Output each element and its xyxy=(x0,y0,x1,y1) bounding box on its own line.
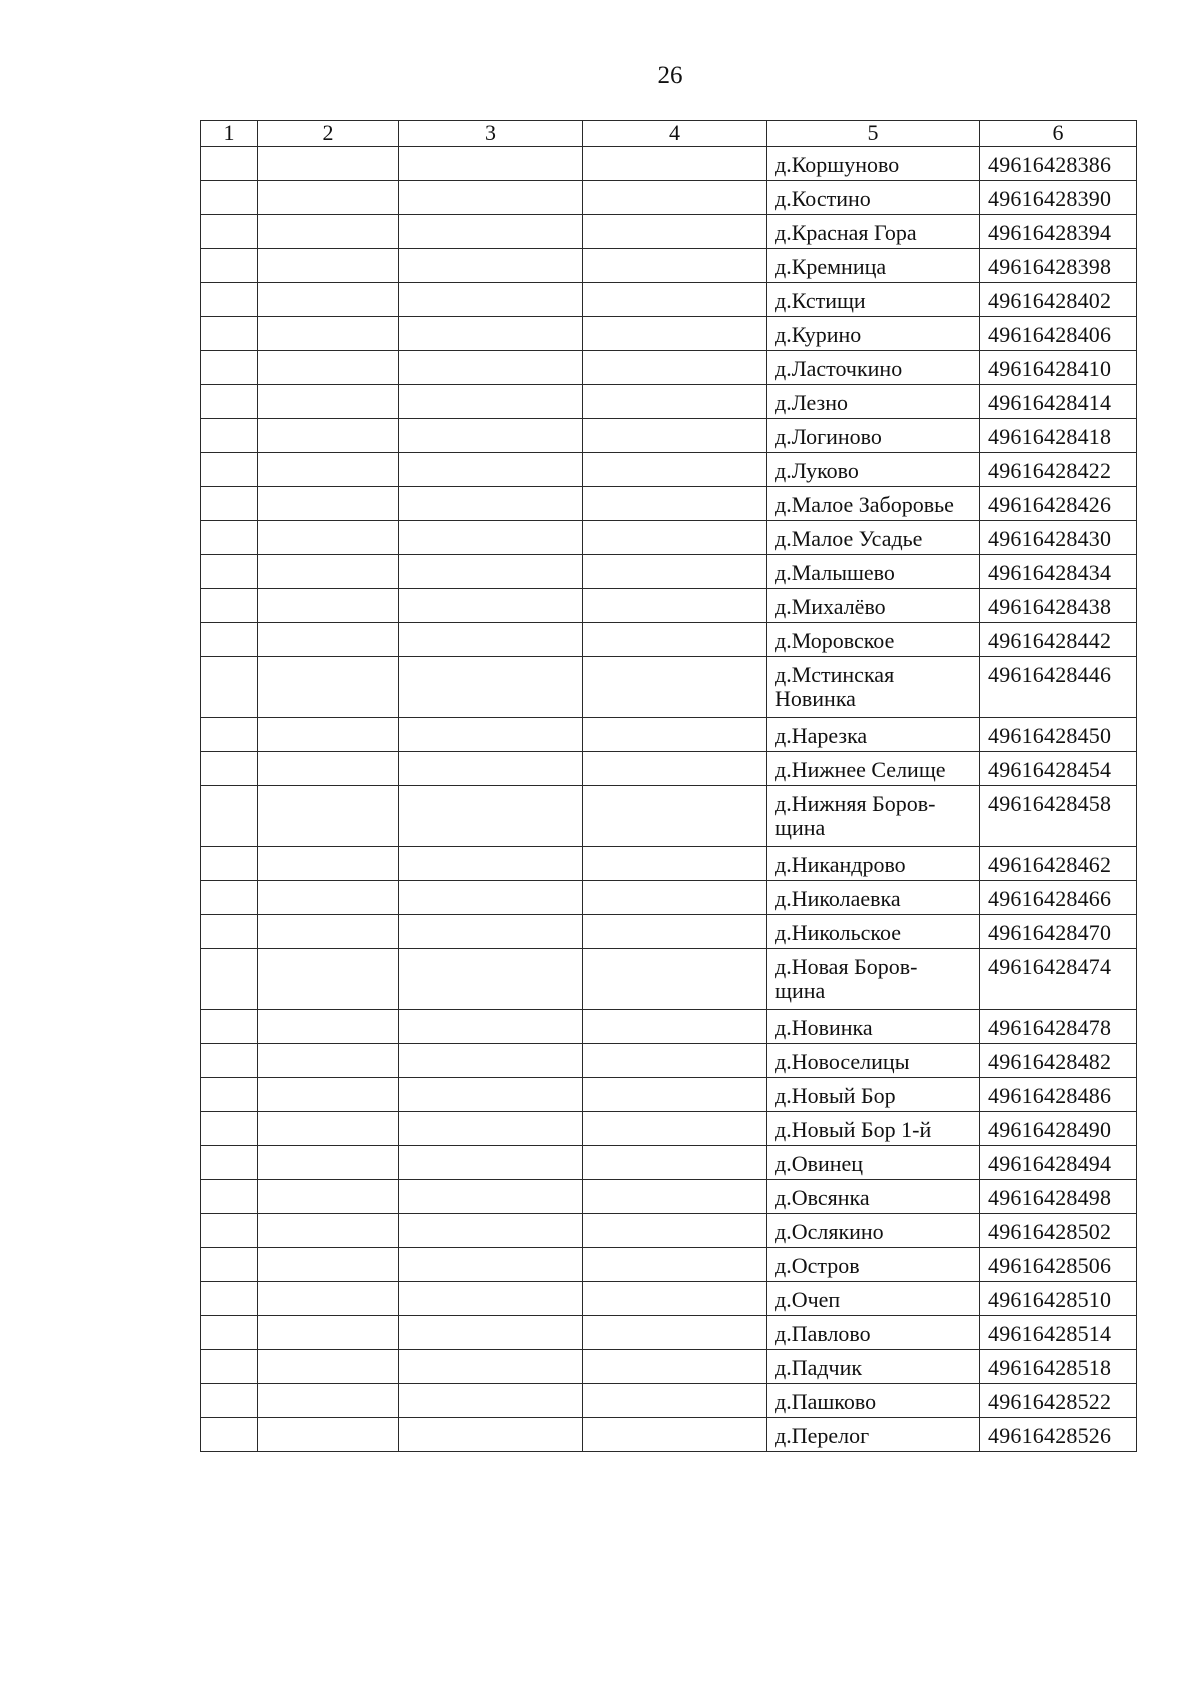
table-row xyxy=(201,1316,1137,1350)
empty-cell-col-1 xyxy=(201,419,258,453)
settlement-name-cell: д.Малое Усадье xyxy=(767,521,980,555)
settlement-name-cell xyxy=(767,786,980,847)
settlement-name-cell: д.Логиново xyxy=(767,419,980,453)
empty-cell-col-1 xyxy=(201,1112,258,1146)
settlement-name-cell: д.Кремница xyxy=(767,249,980,283)
settlement-code-cell: 49616428514 xyxy=(980,1316,1137,1350)
table-header-row xyxy=(201,121,1137,147)
empty-cell-col-2 xyxy=(258,657,399,718)
empty-cell-col-2 xyxy=(258,915,399,949)
empty-cell-col-4 xyxy=(583,521,767,555)
empty-cell-col-4 xyxy=(583,1282,767,1316)
empty-cell-col-3 xyxy=(399,1146,583,1180)
empty-cell-col-4 xyxy=(583,317,767,351)
settlement-name-cell: д.Перелог xyxy=(767,1418,980,1452)
empty-cell-col-2 xyxy=(258,147,399,181)
empty-cell-col-2 xyxy=(258,1044,399,1078)
empty-cell-col-1 xyxy=(201,1384,258,1418)
empty-cell-col-1 xyxy=(201,181,258,215)
settlement-code-cell: 49616428450 xyxy=(980,718,1137,752)
empty-cell-col-2 xyxy=(258,1316,399,1350)
empty-cell-col-3 xyxy=(399,1044,583,1078)
empty-cell-col-2 xyxy=(258,1248,399,1282)
settlement-name-cell: д.Курино xyxy=(767,317,980,351)
empty-cell-col-1 xyxy=(201,1180,258,1214)
empty-cell-col-4 xyxy=(583,1044,767,1078)
empty-cell-col-1 xyxy=(201,1418,258,1452)
empty-cell-col-3 xyxy=(399,1384,583,1418)
empty-cell-col-1 xyxy=(201,555,258,589)
empty-cell-col-2 xyxy=(258,181,399,215)
settlement-name-cell: д.Моровское xyxy=(767,623,980,657)
empty-cell-col-1 xyxy=(201,589,258,623)
empty-cell-col-2 xyxy=(258,1384,399,1418)
empty-cell-col-4 xyxy=(583,786,767,847)
empty-cell-col-3 xyxy=(399,487,583,521)
empty-cell-col-4 xyxy=(583,657,767,718)
empty-cell-col-1 xyxy=(201,1214,258,1248)
empty-cell-col-2 xyxy=(258,1146,399,1180)
settlement-name-cell: д.Нарезка xyxy=(767,718,980,752)
empty-cell-col-1 xyxy=(201,1350,258,1384)
empty-cell-col-3 xyxy=(399,453,583,487)
table-row xyxy=(201,752,1137,786)
table-row xyxy=(201,283,1137,317)
settlement-name-cell: д.Лезно xyxy=(767,385,980,419)
table-row xyxy=(201,487,1137,521)
empty-cell-col-4 xyxy=(583,215,767,249)
empty-cell-col-3 xyxy=(399,847,583,881)
empty-cell-col-2 xyxy=(258,1214,399,1248)
table-row xyxy=(201,317,1137,351)
empty-cell-col-2 xyxy=(258,215,399,249)
settlement-code-cell: 49616428406 xyxy=(980,317,1137,351)
empty-cell-col-3 xyxy=(399,1316,583,1350)
empty-cell-col-3 xyxy=(399,786,583,847)
settlement-name-cell: д.Луково xyxy=(767,453,980,487)
settlement-code-cell: 49616428410 xyxy=(980,351,1137,385)
settlement-name-cell: д.Никандрово xyxy=(767,847,980,881)
settlement-name-cell: д.Очеп xyxy=(767,1282,980,1316)
column-header-3: 3 xyxy=(399,121,583,147)
settlement-name-line: д.Нижняя Боров- xyxy=(775,791,936,816)
empty-cell-col-2 xyxy=(258,385,399,419)
empty-cell-col-1 xyxy=(201,1146,258,1180)
empty-cell-col-2 xyxy=(258,847,399,881)
settlement-code-cell: 49616428386 xyxy=(980,147,1137,181)
empty-cell-col-3 xyxy=(399,385,583,419)
settlement-name-cell: д.Малышево xyxy=(767,555,980,589)
empty-cell-col-4 xyxy=(583,1078,767,1112)
empty-cell-col-2 xyxy=(258,623,399,657)
empty-cell-col-3 xyxy=(399,881,583,915)
settlement-code-cell: 49616428402 xyxy=(980,283,1137,317)
empty-cell-col-1 xyxy=(201,487,258,521)
table-row xyxy=(201,521,1137,555)
table-row xyxy=(201,623,1137,657)
empty-cell-col-1 xyxy=(201,249,258,283)
empty-cell-col-3 xyxy=(399,1418,583,1452)
settlement-name-cell: д.Нижнее Селище xyxy=(767,752,980,786)
empty-cell-col-3 xyxy=(399,215,583,249)
column-header-4: 4 xyxy=(583,121,767,147)
table-body xyxy=(201,147,1137,1452)
settlement-code-cell: 49616428498 xyxy=(980,1180,1137,1214)
empty-cell-col-4 xyxy=(583,385,767,419)
settlement-name-cell: д.Никольское xyxy=(767,915,980,949)
empty-cell-col-2 xyxy=(258,1078,399,1112)
empty-cell-col-4 xyxy=(583,1384,767,1418)
empty-cell-col-4 xyxy=(583,589,767,623)
empty-cell-col-1 xyxy=(201,752,258,786)
settlement-name-cell: д.Красная Гора xyxy=(767,215,980,249)
table-row xyxy=(201,657,1137,718)
settlement-name-cell: д.Новоселицы xyxy=(767,1044,980,1078)
empty-cell-col-4 xyxy=(583,1010,767,1044)
empty-cell-col-1 xyxy=(201,786,258,847)
settlement-code-cell: 49616428470 xyxy=(980,915,1137,949)
empty-cell-col-1 xyxy=(201,351,258,385)
empty-cell-col-1 xyxy=(201,1316,258,1350)
empty-cell-col-3 xyxy=(399,1248,583,1282)
table-row xyxy=(201,1078,1137,1112)
empty-cell-col-1 xyxy=(201,657,258,718)
table-row xyxy=(201,181,1137,215)
empty-cell-col-3 xyxy=(399,317,583,351)
empty-cell-col-2 xyxy=(258,453,399,487)
settlement-name-cell: д.Коршуново xyxy=(767,147,980,181)
settlement-code-cell: 49616428458 xyxy=(980,786,1137,847)
settlement-code-cell: 49616428462 xyxy=(980,847,1137,881)
empty-cell-col-2 xyxy=(258,1112,399,1146)
settlement-name-cell: д.Новинка xyxy=(767,1010,980,1044)
settlement-name-cell: д.Новый Бор 1-й xyxy=(767,1112,980,1146)
empty-cell-col-4 xyxy=(583,847,767,881)
table-row xyxy=(201,1180,1137,1214)
empty-cell-col-4 xyxy=(583,881,767,915)
empty-cell-col-3 xyxy=(399,419,583,453)
empty-cell-col-1 xyxy=(201,521,258,555)
column-header-2: 2 xyxy=(258,121,399,147)
empty-cell-col-4 xyxy=(583,1350,767,1384)
empty-cell-col-2 xyxy=(258,419,399,453)
empty-cell-col-3 xyxy=(399,949,583,1010)
empty-cell-col-4 xyxy=(583,1316,767,1350)
empty-cell-col-2 xyxy=(258,881,399,915)
settlement-code-cell: 49616428438 xyxy=(980,589,1137,623)
empty-cell-col-1 xyxy=(201,215,258,249)
empty-cell-col-2 xyxy=(258,317,399,351)
empty-cell-col-1 xyxy=(201,1078,258,1112)
empty-cell-col-3 xyxy=(399,752,583,786)
settlement-code-cell: 49616428502 xyxy=(980,1214,1137,1248)
empty-cell-col-1 xyxy=(201,881,258,915)
column-header-1: 1 xyxy=(201,121,258,147)
settlement-code-cell: 49616428390 xyxy=(980,181,1137,215)
empty-cell-col-4 xyxy=(583,1418,767,1452)
settlement-code-cell: 49616428446 xyxy=(980,657,1137,718)
settlement-code-cell: 49616428426 xyxy=(980,487,1137,521)
empty-cell-col-1 xyxy=(201,385,258,419)
settlement-code-cell: 49616428474 xyxy=(980,949,1137,1010)
settlement-name-cell: д.Михалёво xyxy=(767,589,980,623)
table-row xyxy=(201,351,1137,385)
table-row xyxy=(201,718,1137,752)
empty-cell-col-2 xyxy=(258,351,399,385)
empty-cell-col-4 xyxy=(583,623,767,657)
table-row xyxy=(201,1350,1137,1384)
empty-cell-col-1 xyxy=(201,453,258,487)
empty-cell-col-4 xyxy=(583,419,767,453)
settlement-code-cell: 49616428490 xyxy=(980,1112,1137,1146)
empty-cell-col-3 xyxy=(399,147,583,181)
settlement-code-cell: 49616428394 xyxy=(980,215,1137,249)
empty-cell-col-4 xyxy=(583,1112,767,1146)
empty-cell-col-4 xyxy=(583,351,767,385)
table-row xyxy=(201,385,1137,419)
table-row xyxy=(201,249,1137,283)
empty-cell-col-1 xyxy=(201,623,258,657)
empty-cell-col-4 xyxy=(583,915,767,949)
empty-cell-col-1 xyxy=(201,949,258,1010)
empty-cell-col-4 xyxy=(583,752,767,786)
table-row xyxy=(201,1146,1137,1180)
empty-cell-col-4 xyxy=(583,487,767,521)
table-row xyxy=(201,915,1137,949)
settlement-code-table xyxy=(200,120,1137,1452)
table-row xyxy=(201,847,1137,881)
settlement-name-line: д.Новая Боров- xyxy=(775,954,918,979)
table-row xyxy=(201,1418,1137,1452)
table-row xyxy=(201,555,1137,589)
table-row xyxy=(201,589,1137,623)
settlement-code-cell: 49616428494 xyxy=(980,1146,1137,1180)
empty-cell-col-1 xyxy=(201,283,258,317)
settlement-name-cell: д.Костино xyxy=(767,181,980,215)
settlement-name-line: д.Мстинская xyxy=(775,662,895,687)
settlement-code-cell: 49616428486 xyxy=(980,1078,1137,1112)
empty-cell-col-3 xyxy=(399,1350,583,1384)
empty-cell-col-3 xyxy=(399,249,583,283)
table-row xyxy=(201,419,1137,453)
empty-cell-col-3 xyxy=(399,1214,583,1248)
settlement-name-cell: д.Ослякино xyxy=(767,1214,980,1248)
empty-cell-col-3 xyxy=(399,555,583,589)
table-row xyxy=(201,1044,1137,1078)
table-row xyxy=(201,949,1137,1010)
empty-cell-col-4 xyxy=(583,181,767,215)
settlement-code-cell: 49616428398 xyxy=(980,249,1137,283)
table-row xyxy=(201,1112,1137,1146)
empty-cell-col-3 xyxy=(399,1078,583,1112)
settlement-name-cell: д.Николаевка xyxy=(767,881,980,915)
empty-cell-col-4 xyxy=(583,1180,767,1214)
empty-cell-col-2 xyxy=(258,1180,399,1214)
empty-cell-col-2 xyxy=(258,589,399,623)
empty-cell-col-3 xyxy=(399,623,583,657)
empty-cell-col-2 xyxy=(258,555,399,589)
empty-cell-col-2 xyxy=(258,1010,399,1044)
page-number: 26 xyxy=(657,62,683,89)
empty-cell-col-3 xyxy=(399,915,583,949)
settlement-name-cell xyxy=(767,949,980,1010)
empty-cell-col-4 xyxy=(583,1248,767,1282)
empty-cell-col-1 xyxy=(201,847,258,881)
column-header-6: 6 xyxy=(980,121,1137,147)
empty-cell-col-3 xyxy=(399,657,583,718)
empty-cell-col-4 xyxy=(583,249,767,283)
empty-cell-col-1 xyxy=(201,147,258,181)
settlement-name-line: Новинка xyxy=(775,686,856,711)
table-row xyxy=(201,1214,1137,1248)
empty-cell-col-2 xyxy=(258,249,399,283)
empty-cell-col-3 xyxy=(399,283,583,317)
settlement-name-cell: д.Падчик xyxy=(767,1350,980,1384)
settlement-name-cell: д.Кстищи xyxy=(767,283,980,317)
empty-cell-col-1 xyxy=(201,718,258,752)
empty-cell-col-1 xyxy=(201,1010,258,1044)
empty-cell-col-2 xyxy=(258,1418,399,1452)
empty-cell-col-4 xyxy=(583,1146,767,1180)
empty-cell-col-2 xyxy=(258,949,399,1010)
empty-cell-col-1 xyxy=(201,1044,258,1078)
settlement-name-cell: д.Остров xyxy=(767,1248,980,1282)
empty-cell-col-3 xyxy=(399,1180,583,1214)
settlement-name-line: щина xyxy=(775,815,826,840)
empty-cell-col-2 xyxy=(258,1350,399,1384)
settlement-code-cell: 49616428506 xyxy=(980,1248,1137,1282)
empty-cell-col-4 xyxy=(583,949,767,1010)
settlement-code-cell: 49616428442 xyxy=(980,623,1137,657)
table-row xyxy=(201,147,1137,181)
empty-cell-col-1 xyxy=(201,1248,258,1282)
settlement-code-cell: 49616428430 xyxy=(980,521,1137,555)
settlement-name-cell: д.Овинец xyxy=(767,1146,980,1180)
settlement-code-cell: 49616428418 xyxy=(980,419,1137,453)
table-row xyxy=(201,786,1137,847)
settlement-name-cell xyxy=(767,657,980,718)
empty-cell-col-4 xyxy=(583,147,767,181)
settlement-code-cell: 49616428466 xyxy=(980,881,1137,915)
settlement-code-cell: 49616428522 xyxy=(980,1384,1137,1418)
settlement-code-cell: 49616428482 xyxy=(980,1044,1137,1078)
empty-cell-col-2 xyxy=(258,521,399,555)
column-header-5: 5 xyxy=(767,121,980,147)
table-row xyxy=(201,1384,1137,1418)
empty-cell-col-4 xyxy=(583,555,767,589)
empty-cell-col-4 xyxy=(583,283,767,317)
empty-cell-col-1 xyxy=(201,317,258,351)
empty-cell-col-2 xyxy=(258,487,399,521)
settlement-code-cell: 49616428518 xyxy=(980,1350,1137,1384)
empty-cell-col-4 xyxy=(583,1214,767,1248)
settlement-code-cell: 49616428414 xyxy=(980,385,1137,419)
table-row xyxy=(201,1010,1137,1044)
table-row xyxy=(201,215,1137,249)
empty-cell-col-3 xyxy=(399,521,583,555)
empty-cell-col-2 xyxy=(258,283,399,317)
table-row xyxy=(201,1248,1137,1282)
settlement-code-cell: 49616428422 xyxy=(980,453,1137,487)
empty-cell-col-3 xyxy=(399,1112,583,1146)
empty-cell-col-3 xyxy=(399,181,583,215)
settlement-code-cell: 49616428434 xyxy=(980,555,1137,589)
empty-cell-col-3 xyxy=(399,1010,583,1044)
settlement-name-cell: д.Пашково xyxy=(767,1384,980,1418)
settlement-code-cell: 49616428478 xyxy=(980,1010,1137,1044)
settlement-code-cell: 49616428510 xyxy=(980,1282,1137,1316)
settlement-name-cell: д.Павлово xyxy=(767,1316,980,1350)
settlement-name-cell: д.Новый Бор xyxy=(767,1078,980,1112)
settlement-name-cell: д.Малое Заборовье xyxy=(767,487,980,521)
empty-cell-col-1 xyxy=(201,1282,258,1316)
empty-cell-col-2 xyxy=(258,1282,399,1316)
empty-cell-col-3 xyxy=(399,1282,583,1316)
empty-cell-col-4 xyxy=(583,453,767,487)
empty-cell-col-4 xyxy=(583,718,767,752)
settlement-name-cell: д.Овсянка xyxy=(767,1180,980,1214)
table-row xyxy=(201,881,1137,915)
settlement-name-line: щина xyxy=(775,978,826,1003)
empty-cell-col-1 xyxy=(201,915,258,949)
empty-cell-col-3 xyxy=(399,589,583,623)
empty-cell-col-2 xyxy=(258,752,399,786)
settlement-code-cell: 49616428526 xyxy=(980,1418,1137,1452)
table-row xyxy=(201,453,1137,487)
empty-cell-col-2 xyxy=(258,786,399,847)
table-row xyxy=(201,1282,1137,1316)
settlement-name-cell: д.Ласточкино xyxy=(767,351,980,385)
empty-cell-col-2 xyxy=(258,718,399,752)
empty-cell-col-3 xyxy=(399,718,583,752)
empty-cell-col-3 xyxy=(399,351,583,385)
settlement-code-cell: 49616428454 xyxy=(980,752,1137,786)
